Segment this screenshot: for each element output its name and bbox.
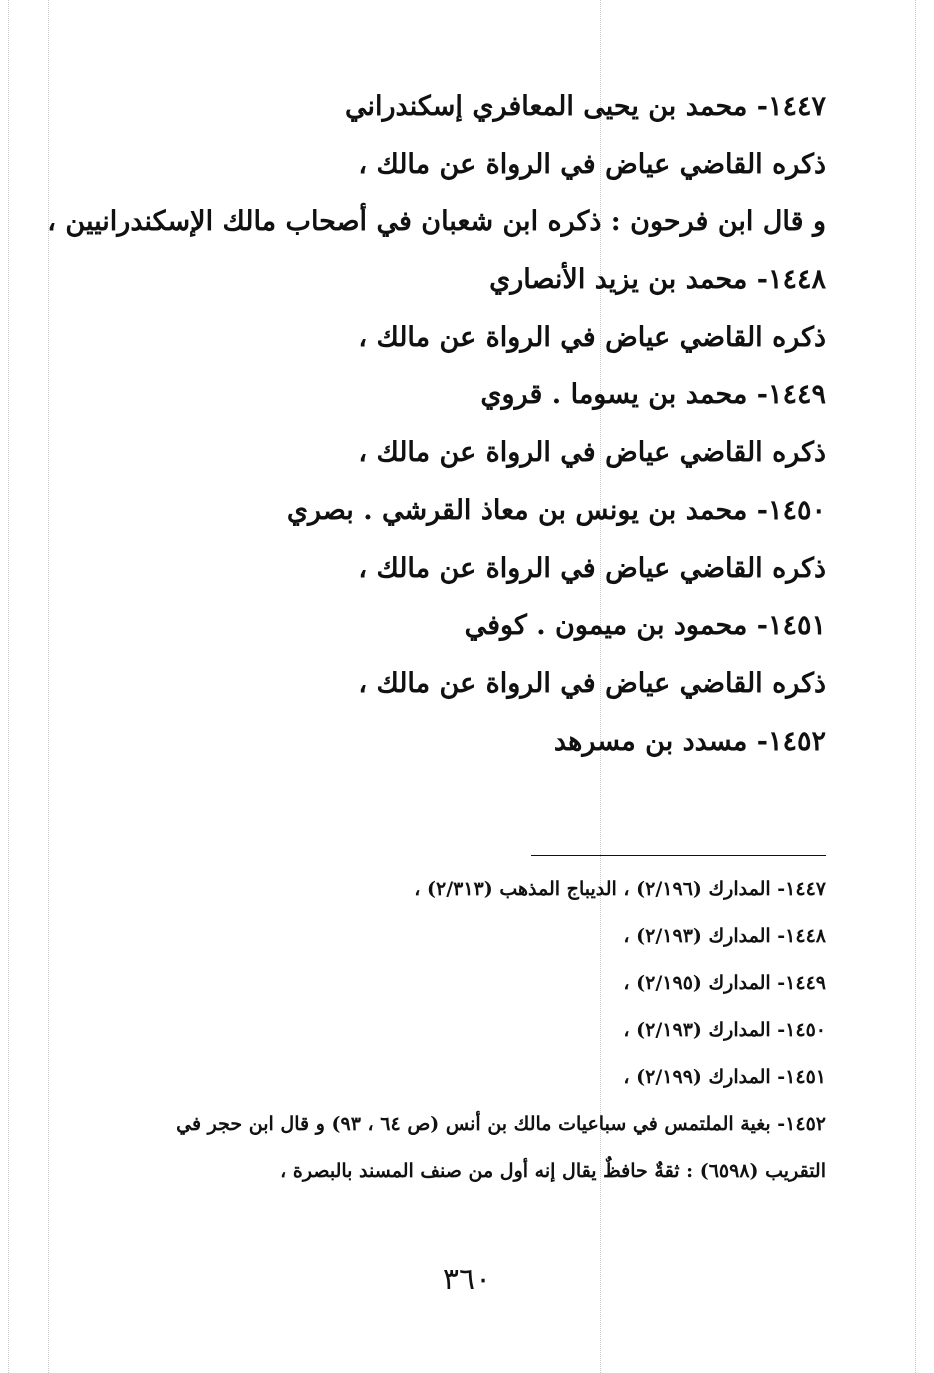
main-line: ١٤٤٧- محمد بن يحيى المعافري إسكندراني bbox=[345, 91, 826, 122]
footnote: ١٤٤٧- المدارك (٢/١٩٦) ، الديباج المذهب (٢/٣١٣) ، bbox=[414, 878, 826, 900]
footnote: ١٤٤٩- المدارك (٢/١٩٥) ، bbox=[623, 972, 826, 994]
page-number: ٣٦٠ bbox=[442, 1262, 492, 1297]
main-line: ١٤٤٨- محمد بن يزيد الأنصاري bbox=[489, 264, 826, 296]
scan-margin-line bbox=[8, 0, 9, 1373]
main-line: ١٤٥١- محمود بن ميمون . كوفي bbox=[464, 610, 826, 642]
main-line: ١٤٥٠- محمد بن يونس بن معاذ القرشي . بصري bbox=[286, 494, 826, 526]
footnote-continuation: التقريب (٦٥٩٨) : ثقةٌ حافظٌ يقال إنه أول من صنف المسند بالبصرة ، bbox=[280, 1160, 826, 1182]
footnotes bbox=[76, 866, 826, 1195]
footnote: ١٤٥٢- بغية الملتمس في سباعيات مالك بن أنس (ص ٦٤ ، ٩٣) و قال ابن حجر في bbox=[176, 1113, 826, 1135]
main-text bbox=[47, 78, 826, 770]
main-line: ذكره القاضي عياض في الرواة عن مالك ، bbox=[358, 667, 826, 699]
footnote-separator bbox=[531, 855, 826, 856]
footnote: ١٤٥١- المدارك (٢/١٩٩) ، bbox=[623, 1066, 826, 1088]
main-line: ذكره القاضي عياض في الرواة عن مالك ، bbox=[358, 437, 826, 469]
main-line: ذكره القاضي عياض في الرواة عن مالك ، bbox=[358, 148, 826, 180]
scan-margin-line bbox=[915, 0, 916, 1373]
main-line: و قال ابن فرحون : ذكره ابن شعبان في أصحاب مالك الإسكندرانيين ، bbox=[47, 206, 826, 238]
main-line: ذكره القاضي عياض في الرواة عن مالك ، bbox=[358, 321, 826, 353]
main-line: ١٤٥٢- مسدد بن مسرهد bbox=[553, 725, 826, 757]
main-line: ١٤٤٩- محمد بن يسوما . قروي bbox=[480, 379, 826, 411]
footnote: ١٤٥٠- المدارك (٢/١٩٣) ، bbox=[623, 1019, 826, 1041]
footnote: ١٤٤٨- المدارك (٢/١٩٣) ، bbox=[623, 925, 826, 947]
main-line: ذكره القاضي عياض في الرواة عن مالك ، bbox=[358, 552, 826, 584]
